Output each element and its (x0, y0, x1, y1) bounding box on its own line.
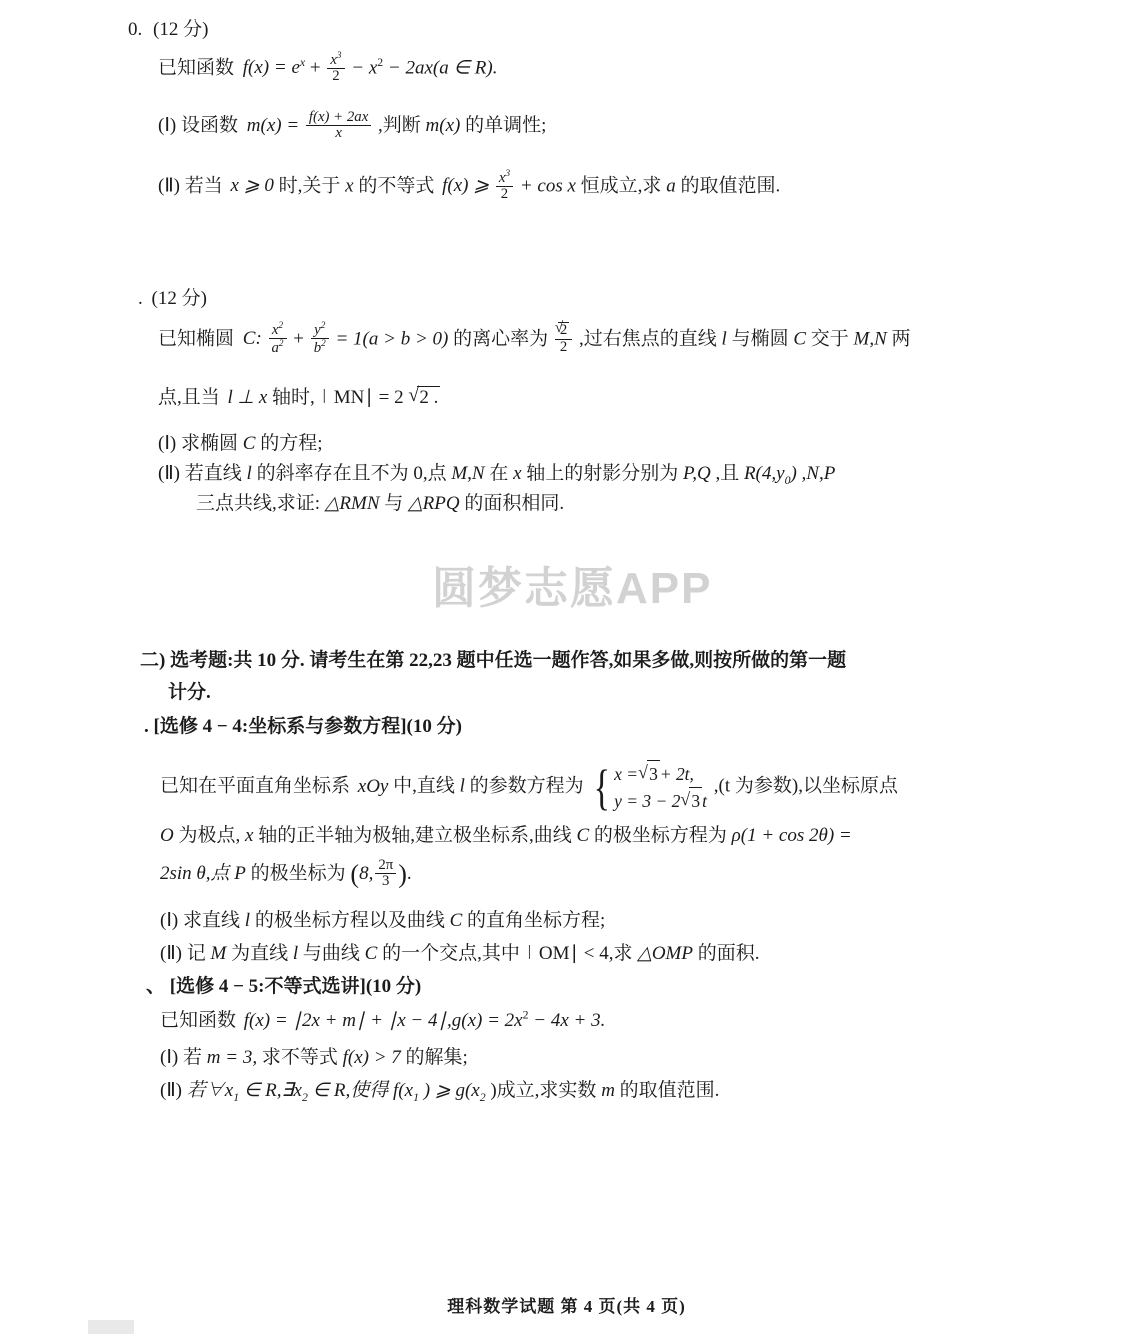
q21-p2-f: ,N,P (801, 463, 836, 484)
q21-f1-num-exp: 2 (278, 320, 284, 330)
q23-p1-c: 的解集; (405, 1047, 468, 1068)
q21-stem-line2 (158, 382, 440, 409)
q20-stem-tail2: − 2ax(a ∈ R). (387, 57, 498, 79)
q21-p2-a: 若直线 (184, 463, 242, 484)
q21-p1-tail: 的方程; (260, 433, 323, 454)
q21-f1-den: a (271, 340, 279, 357)
q20-stem-plus: + (309, 57, 321, 79)
q22-l1-a: 已知在平面直角坐标系 (160, 775, 351, 797)
q22-stem-line3 (160, 858, 412, 891)
left-brace-icon: { (593, 759, 611, 815)
q22-l1-b: 中,直线 (393, 775, 455, 797)
q21-stem-plus: + (293, 328, 304, 350)
q21-f1-den-exp: 2 (278, 338, 284, 349)
q22-p1-c: 的直角坐标方程; (467, 910, 606, 931)
q20-part2-b: 时,关于 (278, 175, 341, 197)
q22-sys-row1-pre: x = (614, 764, 639, 784)
q20-stem-frac-num: x (330, 51, 337, 68)
q22-l1-l: l (459, 775, 465, 797)
q21-p2-tri1: △RMN (324, 493, 380, 514)
page-footer: 理科数学试题 第 4 页(共 4 页) (447, 1297, 686, 1316)
q21-frac-y2b2 (311, 321, 329, 357)
q21-p2-PQ: P,Q (683, 463, 711, 484)
q23-p2-g: 的取值范围. (619, 1080, 720, 1101)
q22-l2-b: 为极点, (178, 825, 241, 846)
q21-stem-a: 已知椭圆 (158, 328, 235, 350)
q22-p1-label: (Ⅰ) (160, 910, 179, 931)
q23-p2-label: (Ⅱ) (160, 1080, 183, 1101)
q21-line2-d: 2 . (419, 387, 439, 408)
q23-p2-sub1: 1 (233, 1090, 240, 1104)
q20-stem-frac-num-exp: 3 (336, 50, 342, 60)
q22-l3-frac-num: 2π (378, 856, 394, 873)
q22-sys-row1-rad: 3 (647, 760, 660, 787)
q21-p2-x: x (513, 463, 522, 484)
q21-part-1 (158, 428, 323, 455)
q23-stem-f: f(x) = ∣2x + m∣ + ∣x − 4∣,g(x) = 2x (243, 1010, 523, 1031)
q23-p2-sub4: 2 (479, 1090, 486, 1104)
q22-p2-tri: △OMP (637, 943, 693, 964)
q22-sys-row1-post: + 2t, (659, 764, 694, 784)
q22-part-1 (160, 905, 605, 932)
q20-stem-tail-exp: 2 (377, 56, 384, 70)
q22-p2-M: M (210, 943, 227, 964)
q22-l3-tail: . (406, 863, 412, 884)
q21-p2-with: 与 (384, 493, 404, 514)
q21-f1-num: x (271, 321, 279, 338)
q22-sys-row2-post: t (702, 791, 708, 812)
q20-part2-frac-den: 2 (496, 186, 513, 203)
q21-line2-b: l ⊥ x (227, 387, 268, 408)
q21-p2-c: 在 (489, 463, 509, 484)
q20-part2-frac-num-exp: 3 (505, 168, 511, 178)
q22-p2-a: 记 (186, 943, 206, 964)
q21-p1-text: 求椭圆 (181, 433, 239, 454)
q22-p2-C: C (364, 943, 378, 964)
q21-p2-MN: M,N (451, 463, 485, 484)
watermark: 圆梦志愿APP (432, 564, 713, 613)
q21-stem-MN: M,N (853, 328, 887, 350)
scan-edge-artifact (88, 1320, 134, 1334)
q20-part1-frac-num: f(x) + 2ax (308, 108, 369, 125)
q22-l3-b: 的极坐标为 (250, 863, 346, 884)
q22-l3-a: 2sin θ,点 (160, 863, 230, 884)
q22-l2-a: O (160, 825, 174, 846)
q20-part2-fraction (496, 169, 513, 203)
q23-p2-sub2: 2 (301, 1090, 308, 1104)
q22-l2-d: 的极坐标方程为 (593, 825, 727, 846)
q22-l1-xoy: xOy (357, 775, 389, 797)
q23-title (146, 971, 421, 998)
q22-p1-C: C (449, 910, 463, 931)
q21-stem-eq: = 1(a > b > 0) (335, 328, 449, 350)
q21-p2-line2-b: 的面积相同. (464, 493, 565, 514)
q21-ecc-den: 2 (555, 339, 572, 356)
q21-p2-d: 轴上的射影分别为 (526, 463, 679, 484)
q22-angle-fraction (375, 858, 396, 890)
q23-p1-b: 求不等式 (261, 1047, 338, 1068)
q23-p2-b: ∈ R,∃x (243, 1080, 302, 1101)
q22-p1-l: l (244, 910, 251, 931)
q22-sys-row2 (614, 787, 707, 814)
q21-f2-num-exp: 2 (320, 320, 326, 330)
q22-l2-eq: ρ(1 + cos 2θ) = (731, 825, 852, 846)
q20-part2-x2: x (345, 175, 354, 197)
q23-p2-sub3: 1 (413, 1090, 419, 1104)
right-paren: ) (398, 859, 407, 889)
q21-stem-C2: C (793, 328, 807, 350)
q21-stem-g: 两 (891, 328, 911, 350)
q23-p2-a: 若∀x (186, 1080, 234, 1101)
q22-l2-C: C (576, 825, 590, 846)
q20-part1-fraction (306, 110, 371, 142)
q20-part2-label: (Ⅱ) (158, 175, 181, 197)
q21-frac-x2a2 (269, 321, 287, 357)
q23-part-2 (160, 1075, 719, 1105)
q20-part2-c: 的不等式 (358, 175, 435, 197)
q21-p1-label: (Ⅰ) (158, 433, 177, 454)
q21-part-2-line2 (196, 488, 564, 515)
q21-p1-c: C (242, 433, 256, 454)
q22-title-text: [选修 4 − 4:坐标系与参数方程](10 分) (153, 716, 462, 737)
q22-l3-frac-den: 3 (375, 873, 396, 890)
q20-stem-prefix: 已知函数 (158, 57, 235, 79)
q23-p1-label: (Ⅰ) (160, 1047, 179, 1068)
q20-part2-frac-num: x (498, 169, 506, 186)
q21-f2-den-exp: 2 (321, 338, 326, 349)
q23-p1-m: m = 3, (206, 1047, 258, 1068)
q21-part-2-line1 (158, 458, 835, 488)
left-paren: ( (350, 859, 360, 889)
q20-number: 0. (128, 19, 143, 40)
q21-stem-e: 与椭圆 (731, 328, 789, 350)
q21-p2-line2-a: 三点共线,求证: (196, 493, 321, 514)
q22-title-pre: . (144, 716, 149, 737)
q20-part1-label: (Ⅰ) (158, 115, 177, 136)
q21-stem-f: 交于 (810, 328, 849, 350)
q21-stem-line1 (158, 322, 911, 358)
q23-stem-a: 已知函数 (160, 1010, 237, 1031)
q21-sqrt2 (408, 386, 440, 409)
q20-part2-f: 的取值范围. (680, 175, 781, 197)
q23-p2-c: ∈ R,使得 (312, 1080, 389, 1101)
question-21-header (138, 283, 207, 310)
q22-sys-row2-rad: 3 (689, 787, 702, 814)
q22-l1-d: ,(t 为参数),以坐标原点 (713, 775, 898, 797)
q21-f2-num: y (314, 321, 321, 338)
optional-section-header (140, 645, 846, 672)
q20-part1-a: 设函数 (181, 115, 239, 136)
q22-l3-P: P (234, 863, 246, 884)
q21-p2-R-sub: 0 (784, 473, 791, 487)
q22-l3-pair-pre: 8, (359, 863, 374, 884)
q20-part-2 (158, 170, 780, 204)
q22-p1-a: 求直线 (183, 910, 241, 931)
q23-p1-a: 若 (183, 1047, 203, 1068)
q20-marks: (12 分) (153, 19, 209, 40)
q21-stem-l: l (721, 328, 727, 350)
q22-title (144, 711, 462, 738)
q22-p1-b: 的极坐标方程以及曲线 (254, 910, 445, 931)
q23-stem-tail: − 4x + 3. (533, 1010, 606, 1031)
q23-title-text: [选修 4 − 5:不等式选讲](10 分) (169, 976, 422, 997)
optional-section-header-line2: 计分. (168, 682, 211, 703)
q20-stem-fx: f(x) = e (242, 57, 300, 79)
q20-stem-frac-den: 2 (327, 68, 344, 85)
q21-number: . (138, 288, 143, 309)
q20-part1-frac-den: x (306, 125, 371, 142)
q21-p2-l: l (246, 463, 252, 484)
q21-stem-d: ,过右焦点的直线 (579, 328, 717, 350)
q20-part2-e: 恒成立,求 (580, 175, 662, 197)
q23-stem-exp: 2 (522, 1008, 529, 1022)
q23-p2-d: f(x (393, 1080, 414, 1101)
q20-part2-a: 若当 (184, 175, 223, 197)
q21-stem-b: 的离心率为 (453, 328, 549, 350)
q20-part2-a2: a (666, 175, 676, 197)
q22-sys-row2-pre: y = 3 − 2 (614, 791, 681, 812)
q21-ecc-num: 2 (559, 322, 568, 339)
q22-p2-c: 与曲线 (302, 943, 360, 964)
q22-p2-label: (Ⅱ) (160, 943, 183, 964)
q21-p2-label: (Ⅱ) (158, 463, 181, 484)
q21-p2-b: 的斜率存在且不为 0,点 (256, 463, 447, 484)
q23-title-pre: 、 (146, 976, 166, 997)
q22-p2-l: l (292, 943, 299, 964)
q20-part1-b: ,判断 (378, 115, 421, 136)
q23-p2-f: )成立,求实数 (490, 1080, 597, 1101)
q22-stem-line2 (160, 820, 852, 847)
q23-p2-m: m (601, 1080, 615, 1101)
q21-f2-den: b (313, 340, 322, 357)
q21-eccentricity-fraction (555, 322, 572, 355)
q23-p2-e: ) ⩾ g(x (423, 1080, 480, 1101)
q22-parametric-system (590, 760, 707, 814)
q21-p2-tri2: △RPQ (408, 493, 460, 514)
q21-line2-c: 轴时,∣MN∣ = 2 (272, 387, 404, 408)
q20-stem-fraction (327, 51, 344, 85)
q22-p2-b: 为直线 (231, 943, 289, 964)
q22-p2-e: 的面积. (697, 943, 760, 964)
q21-stem-c: C: (242, 328, 262, 350)
q20-part1-mx: m(x) (425, 115, 461, 136)
q22-p2-d: 的一个交点,其中∣OM∣ < 4,求 (382, 943, 633, 964)
q20-part2-ineq: f(x) ⩾ (442, 175, 490, 197)
q21-line2-a: 点,且当 (158, 387, 220, 408)
q22-l1-c: 的参数方程为 (469, 775, 584, 797)
q21-p2-R-tail: ) (790, 463, 797, 484)
q22-l2-c: 轴的正半轴为极轴,建立极坐标系,曲线 (258, 825, 572, 846)
q22-l2-x: x (245, 825, 254, 846)
q21-p2-R: R(4,y (743, 463, 785, 484)
q21-marks: (12 分) (151, 288, 207, 309)
q22-sys-row1 (614, 760, 707, 787)
q23-p1-f: f(x) > 7 (342, 1047, 401, 1068)
q20-part-1 (158, 110, 546, 143)
q20-part1-c: 的单调性; (465, 115, 547, 136)
section-head-text: 选考题:共 10 分. 请考生在第 22,23 题中任选一题作答,如果多做,则按所做的第一题 (170, 650, 847, 671)
q20-part1-m: m(x) = (246, 115, 300, 136)
section-head-label: 二) (140, 650, 166, 671)
q20-stem (158, 52, 498, 86)
q22-part-2 (160, 938, 760, 965)
q20-part2-d: + cos x (519, 175, 576, 197)
question-20-header (128, 14, 208, 41)
q23-stem (160, 1005, 605, 1032)
q23-part-1 (160, 1042, 468, 1069)
q20-part2-x: x ⩾ 0 (230, 175, 274, 197)
q21-p2-e: ,且 (715, 463, 740, 484)
q20-stem-exp: x (299, 56, 306, 70)
q22-stem-line1 (160, 760, 898, 814)
q20-stem-tail: − x (351, 57, 378, 79)
